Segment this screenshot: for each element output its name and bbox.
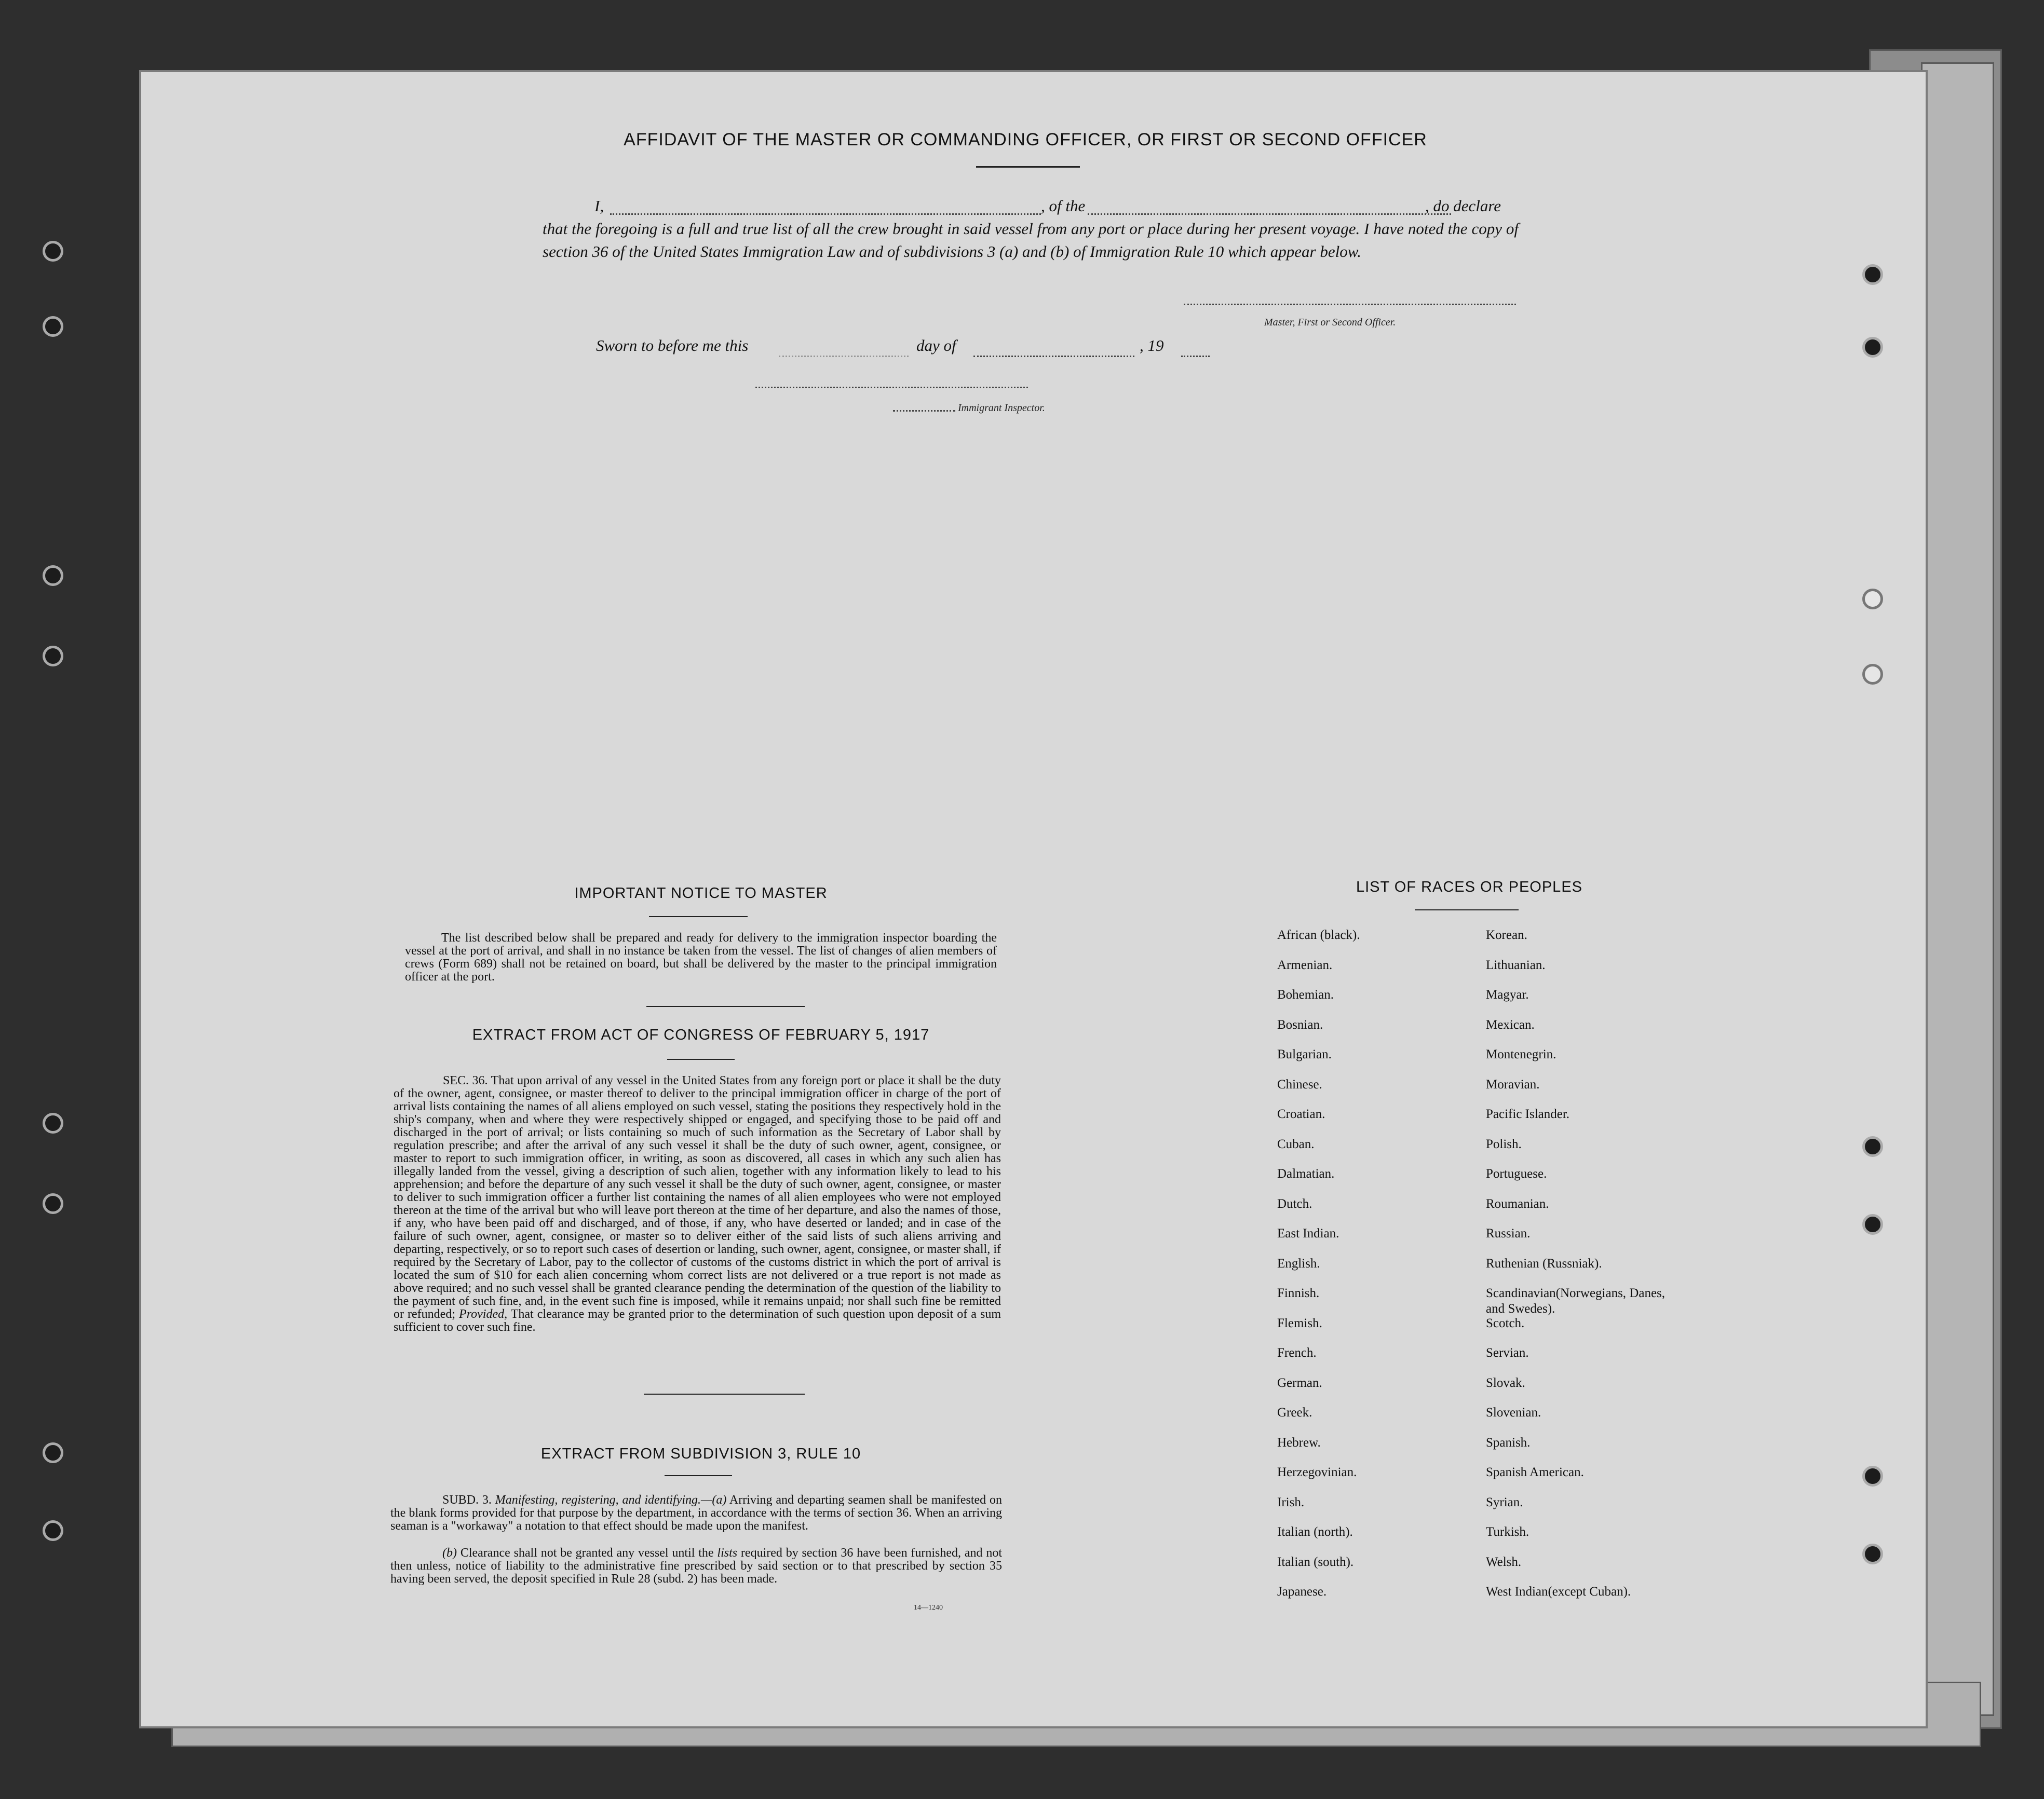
race-item: Ruthenian (Russniak). (1486, 1256, 1602, 1271)
race-item: Spanish. (1486, 1435, 1531, 1450)
race-item: Dutch. (1277, 1196, 1312, 1211)
sworn-label: Sworn to before me this (596, 336, 749, 355)
act-text: That upon arrival of any vessel in the United States from any foreign port or place it shall be the duty of the owner, agent, consignee, or master thereof to deliver to the principal immigration officer in charge of the port of arrival lists containing the names of all aliens employed on such vessel, stating the positions they respectively hold in the ship's company, when and where they were respectively shipped or engaged, and specifying those to be paid off and discharged in the port of arrival; or lists containing so much of such information as the Secretary of Labor shall by regulation prescribe; and after the arrival of any such vessel it shall be the duty of such owner, agent, consignee, or master to report to such immigration officer, in writing, as soon as discovered, all cases in which any such alien has illegally landed from the vessel, giving a description of such alien, together with any information likely to lead to his apprehension; and before the departure of any such vessel it shall be the duty of such owner, agent, consignee, or master to deliver to such immigration officer a further list containing the names of all alien employees who were not employed thereon at the time of the arrival but who will leave port thereon at the time of her departure, and also the names of those, if any, who have been paid off and discharged, and of those, if any, who have deserted or landed; and in case of the failure of such owner, agent, consignee, or master so to deliver either of the said lists of such aliens arriving and departing, respectively, or so to report such cases of desertion or landing, such owner, agent, consignee, or master shall, if required by the Secretary of Labor, pay to the collector of customs of the customs district in which the port of arrival is located the sum of $10 for each alien concerning whom correct lists are not delivered or a true report is not made as above required; and no such vessel shall be granted clearance pending the determination of the question of the liability to the payment of such fine, and, in the event such fine is imposed, while it remains unpaid; nor shall such fine be remitted or refunded; (394, 1074, 1001, 1321)
races-column-2 (1486, 928, 1673, 1614)
race-item: Italian (north). (1277, 1525, 1353, 1539)
race-item: Croatian. (1277, 1107, 1325, 1121)
race-item: Korean. (1486, 928, 1527, 942)
rule-b-label: (b) (442, 1546, 457, 1560)
inspector-lead-dots (893, 405, 955, 412)
race-item: Lithuanian. (1486, 958, 1546, 972)
race-item: Roumanian. (1486, 1196, 1549, 1211)
race-item: Syrian. (1486, 1495, 1523, 1509)
rule-text-b2: required by section 36 have been furnished, and not then unless, notice of liability to the administrative fine prescribed by said section or to that prescribed by section 35 having been served, the deposit specified in Rule 28 (subd. 2) has been made. (390, 1546, 1003, 1586)
race-item: Hebrew. (1277, 1435, 1321, 1450)
act-title: EXTRACT FROM ACT OF CONGRESS OF FEBRUARY 5, 1917 (472, 1027, 930, 1043)
do-declare-label: , do declare (1425, 197, 1501, 215)
race-item: German. (1277, 1375, 1322, 1390)
race-item: Welsh. (1486, 1555, 1522, 1569)
race-item: Finnish. (1277, 1286, 1320, 1300)
act-body (394, 1074, 1001, 1334)
race-item: Moravian. (1486, 1077, 1540, 1092)
race-item: Mexican. (1486, 1017, 1535, 1032)
binder-hole (43, 1520, 63, 1541)
notice-title: IMPORTANT NOTICE TO MASTER (574, 885, 828, 902)
race-item: Spanish American. (1486, 1465, 1584, 1479)
act-tail: That clearance may be granted prior to the determination of such question upon deposit of a sum sufficient to cover such fine. (394, 1307, 1001, 1334)
rule-body-a (390, 1494, 1002, 1533)
race-item: Scandinavian(Norwegians, Danes, and Swedes). (1486, 1286, 1666, 1316)
binder-hole (1862, 1136, 1883, 1157)
binder-hole (43, 1113, 63, 1134)
races-title: LIST OF RACES OR PEOPLES (1356, 879, 1583, 895)
sworn-date-field[interactable] (779, 340, 909, 357)
race-item: Slovak. (1486, 1375, 1525, 1390)
race-item: Bulgarian. (1277, 1047, 1332, 1061)
affidavit-title: AFFIDAVIT OF THE MASTER OR COMMANDING OFFICER, OR FIRST OR SECOND OFFICER (624, 130, 1427, 149)
rule-heading: Manifesting, registering, and identifying.—(a) (495, 1493, 727, 1507)
race-item: Greek. (1277, 1406, 1312, 1420)
binder-hole (1862, 337, 1883, 358)
race-item: Pacific Islander. (1486, 1107, 1570, 1121)
act-section-label: SEC. 36. (443, 1074, 488, 1087)
form-number: 14—1240 (914, 1604, 943, 1612)
race-item: West Indian(except Cuban). (1486, 1585, 1631, 1599)
race-item: Servian. (1486, 1346, 1529, 1360)
binder-hole (1862, 589, 1883, 609)
declaration-text: that the foregoing is a full and true list of all the crew brought in said vessel from any port or place during her present voyage. I have noted the copy of section 36 of the United States Immigration Law and of subdivisions 3 (a) and (b) of Immigration Rule 10 which appear below. (543, 220, 1519, 261)
act-divider (644, 1394, 805, 1395)
races-column-1 (1277, 928, 1474, 1614)
races-underline (1415, 909, 1519, 910)
title-underline (976, 166, 1080, 168)
race-item: Irish. (1277, 1495, 1305, 1509)
race-item: Turkish. (1486, 1525, 1529, 1539)
race-item: Italian (south). (1277, 1555, 1354, 1569)
sworn-line (596, 336, 748, 355)
binder-hole (1862, 1544, 1883, 1564)
rule-subd-label: SUBD. 3. (442, 1493, 492, 1507)
binder-hole (43, 565, 63, 586)
race-item: East Indian. (1277, 1226, 1339, 1241)
race-item: French. (1277, 1346, 1317, 1360)
back-sheet (1921, 62, 1994, 1716)
binder-hole (1862, 1466, 1883, 1487)
sworn-year-field[interactable] (1181, 340, 1210, 357)
binder-hole (1862, 264, 1883, 285)
day-of-label: day of (916, 336, 956, 355)
race-item: African (black). (1277, 928, 1360, 942)
inspector-caption: Immigrant Inspector. (958, 402, 1045, 414)
notice-body: The list described below shall be prepared and ready for delivery to the immigration inspector boarding the vessel at the port of arrival, and shall in no instance be taken from the vessel. The list of changes of alien members of crews (Form 689) shall not be retained on board, but shall be delivered by the master to the principal immigration officer at the port. (405, 931, 997, 984)
race-item: Magyar. (1486, 988, 1529, 1002)
race-item: Bohemian. (1277, 988, 1334, 1002)
race-item: Armenian. (1277, 958, 1333, 972)
binder-hole (43, 646, 63, 666)
binder-hole (1862, 664, 1883, 685)
notice-underline (649, 916, 748, 917)
binder-hole (43, 1193, 63, 1214)
race-item: Japanese. (1277, 1585, 1327, 1599)
master-caption: Master, First or Second Officer. (1264, 317, 1396, 328)
race-item: Flemish. (1277, 1316, 1322, 1330)
race-item: Bosnian. (1277, 1017, 1323, 1032)
race-item: Dalmatian. (1277, 1167, 1335, 1181)
master-signature-line[interactable] (1184, 298, 1516, 305)
race-item: English. (1277, 1256, 1320, 1271)
race-item: Herzegovinian. (1277, 1465, 1357, 1479)
affidavit-declaration (543, 195, 1519, 263)
rule-lists-word: lists (717, 1546, 738, 1560)
vessel-name-field[interactable] (1088, 195, 1451, 215)
inspector-signature-line[interactable] (755, 381, 1028, 388)
master-name-field[interactable] (610, 195, 1041, 215)
binder-hole (43, 1442, 63, 1463)
race-item: Scotch. (1486, 1316, 1525, 1330)
act-underline (667, 1059, 735, 1060)
notice-divider (646, 1006, 805, 1007)
race-item: Polish. (1486, 1137, 1522, 1151)
of-the-label: , of the (1041, 197, 1086, 215)
rule-text-a: Arriving and departing seamen shall be manifested on the blank forms provided for that purpose by the department, in accordance with the terms of section 36. When an arriving seaman is a "workaway" a notation to that effect should be made upon the manifest. (390, 1493, 1002, 1533)
rule-underline (665, 1475, 732, 1476)
race-item: Cuban. (1277, 1137, 1315, 1151)
rule-text-b1: Clearance shall not be granted any vessel until the (460, 1546, 714, 1560)
act-provided: Provided, (459, 1307, 508, 1321)
binder-hole (43, 241, 63, 262)
rule-title: EXTRACT FROM SUBDIVISION 3, RULE 10 (540, 1446, 861, 1462)
sworn-month-field[interactable] (973, 340, 1134, 357)
race-item: Montenegrin. (1486, 1047, 1556, 1061)
race-item: Russian. (1486, 1226, 1531, 1241)
binder-hole (1862, 1214, 1883, 1235)
rule-body-b (390, 1547, 1002, 1586)
race-item: Slovenian. (1486, 1406, 1541, 1420)
race-item: Portuguese. (1486, 1167, 1547, 1181)
race-item: Chinese. (1277, 1077, 1322, 1092)
binder-hole (43, 316, 63, 337)
year-label: , 19 (1140, 336, 1164, 355)
i-label: I, (594, 197, 604, 215)
